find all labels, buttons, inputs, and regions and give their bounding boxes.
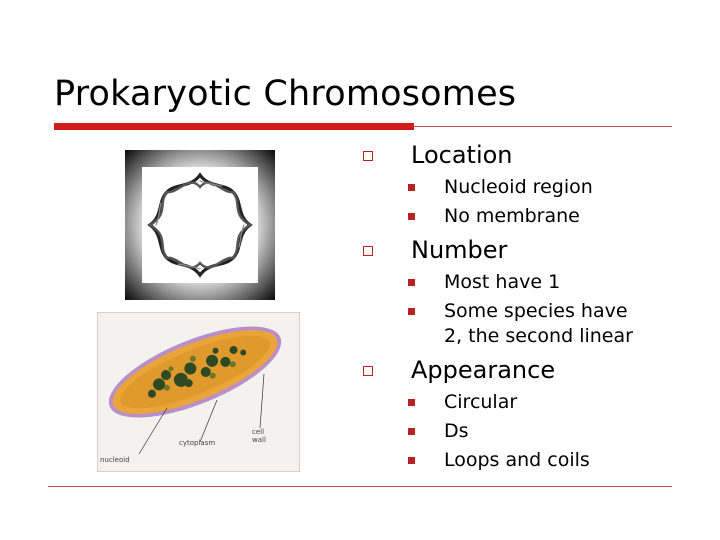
slide-title: Prokaryotic Chromosomes bbox=[54, 74, 517, 114]
level1-bullet-icon bbox=[363, 246, 373, 256]
bullet-item-text: No membrane bbox=[444, 205, 580, 227]
level2-bullet-icon bbox=[408, 399, 415, 406]
label-cytoplasm: cytoplasm bbox=[179, 439, 216, 447]
section-heading: Location bbox=[411, 141, 513, 169]
section-heading: Appearance bbox=[411, 356, 556, 384]
bullet-item-text: 2, the second linear bbox=[444, 325, 633, 347]
title-underline-accent bbox=[54, 123, 414, 130]
level1-bullet-icon bbox=[363, 366, 373, 376]
bullet-item-text: Some species have bbox=[444, 300, 628, 322]
level2-bullet-icon bbox=[408, 184, 415, 191]
bullet-item-text: Nucleoid region bbox=[444, 176, 593, 198]
circular-dna-image bbox=[125, 150, 275, 300]
level2-bullet-icon bbox=[408, 308, 415, 315]
level2-bullet-icon bbox=[408, 213, 415, 220]
label-cell-wall-line2: wall bbox=[252, 436, 266, 444]
bullet-item-text: Loops and coils bbox=[444, 449, 590, 471]
level1-bullet-icon bbox=[363, 151, 373, 161]
level2-bullet-icon bbox=[408, 457, 415, 464]
footer-rule bbox=[48, 486, 672, 487]
label-nucleoid: nucleoid bbox=[100, 456, 130, 464]
level2-bullet-icon bbox=[408, 428, 415, 435]
level2-bullet-icon bbox=[408, 279, 415, 286]
bacterial-cell-image bbox=[97, 312, 300, 472]
bullet-item-text: Ds bbox=[444, 420, 469, 442]
label-cell-wall-line1: cell bbox=[252, 428, 265, 436]
section-heading: Number bbox=[411, 236, 508, 264]
bullet-item-text: Most have 1 bbox=[444, 271, 561, 293]
bullet-item-text: Circular bbox=[444, 391, 518, 413]
